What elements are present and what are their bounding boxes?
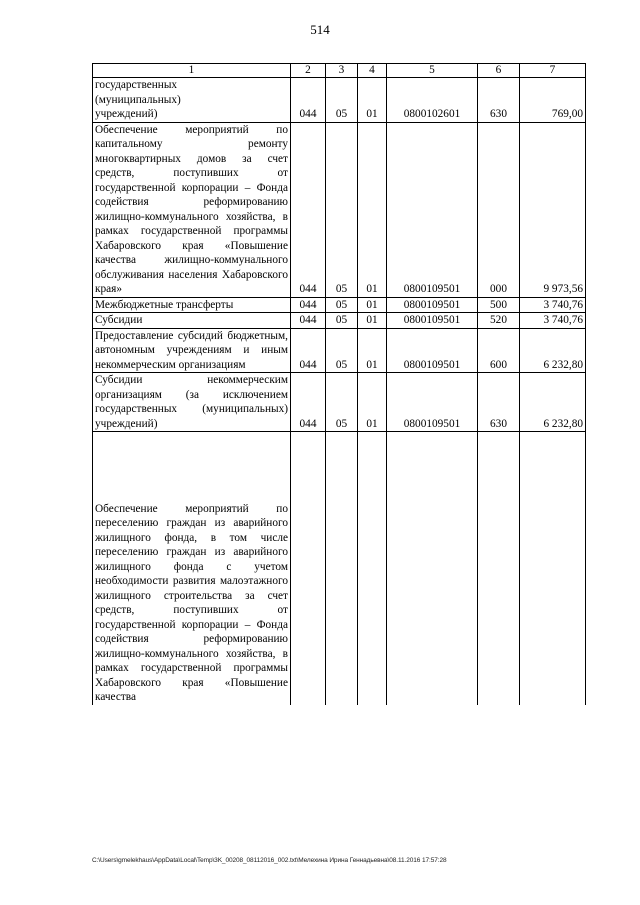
column-header: 5 xyxy=(387,64,478,78)
table-row xyxy=(93,328,586,373)
subsection-code: 01 xyxy=(358,78,387,123)
ministry-code: 044 xyxy=(291,313,326,329)
target-article-code: 0800109501 xyxy=(387,373,478,432)
row-description: Обеспечение мероприятий по капитальному ремонту многоквартирных домов за счет средств, поступивших от государственной корпорации – Фонда содействия реформированию жилищно-коммунального хозяйства, в рамках государственной программы Хабаровского края «Повышение качества жилищно-коммунального обслуживания населения Хабаровского края» xyxy=(93,122,291,297)
target-article-code: 0800102601 xyxy=(387,78,478,123)
target-article-code: 0800109501 xyxy=(387,122,478,297)
ministry-code: 044 xyxy=(291,122,326,297)
column-header: 1 xyxy=(93,64,291,78)
ministry-code: 044 xyxy=(291,373,326,432)
row-description: Предоставление субсидий бюджетным, автономным учреждениям и иным некоммерческим организациям xyxy=(93,328,291,373)
table-row xyxy=(93,78,586,123)
amount: 6 232,80 xyxy=(520,328,586,373)
table-row xyxy=(93,432,586,705)
subsection-code: 01 xyxy=(358,373,387,432)
column-header: 7 xyxy=(520,64,586,78)
column-header: 6 xyxy=(478,64,520,78)
table-row xyxy=(93,297,586,313)
ministry-code: 044 xyxy=(291,297,326,313)
section-code: 05 xyxy=(326,373,358,432)
expense-type-code: 000 xyxy=(478,122,520,297)
amount: 9 973,56 xyxy=(520,122,586,297)
budget-table xyxy=(92,63,586,705)
table-row xyxy=(93,373,586,432)
section-code: 05 xyxy=(326,78,358,123)
amount: 3 740,76 xyxy=(520,297,586,313)
expense-type-code: 630 xyxy=(478,78,520,123)
ministry-code: 044 xyxy=(291,328,326,373)
row-description: Межбюджетные трансферты xyxy=(93,297,291,313)
amount: 3 740,76 xyxy=(520,313,586,329)
amount: 769,00 xyxy=(520,78,586,123)
column-header: 3 xyxy=(326,64,358,78)
subsection-code: 01 xyxy=(358,313,387,329)
table-header-row xyxy=(93,64,586,78)
amount: 6 232,80 xyxy=(520,373,586,432)
target-article-code: 0800109501 xyxy=(387,313,478,329)
file-path-footer: C:\Users\gmelekhaus\AppData\Local\Temp\3K_00208_08112016_002.txt\Мелехина Ирина Геннадьевна\08.11.2016 17:57:28 xyxy=(92,857,447,864)
subsection-code xyxy=(358,432,387,705)
row-description: Субсидии некоммерческим организациям (за исключением государственных (муниципальных) учреждений) xyxy=(93,373,291,432)
expense-type-code: 520 xyxy=(478,313,520,329)
row-description: государственных (муниципальных) учреждений) xyxy=(93,78,291,123)
row-description: Субсидии xyxy=(93,313,291,329)
page-number: 514 xyxy=(310,22,330,37)
column-header: 2 xyxy=(291,64,326,78)
expense-type-code: 500 xyxy=(478,297,520,313)
row-description: Обеспечение мероприятий по переселению граждан из аварийного жилищного фонда, в том числе переселению граждан из аварийного жилищного фонда с учетом необходимости развития малоэтажного жилищного строительства за счет средств, поступивших от государственной корпорации – Фонда содействия реформированию жилищно-коммунального хозяйства, в рамках государственной программы Хабаровского края «Повышение качества xyxy=(93,432,291,705)
section-code xyxy=(326,432,358,705)
subsection-code: 01 xyxy=(358,297,387,313)
subsection-code: 01 xyxy=(358,328,387,373)
expense-type-code: 630 xyxy=(478,373,520,432)
target-article-code: 0800109501 xyxy=(387,328,478,373)
expense-type-code: 600 xyxy=(478,328,520,373)
ministry-code: 044 xyxy=(291,78,326,123)
expense-type-code xyxy=(478,432,520,705)
table-row xyxy=(93,122,586,297)
section-code: 05 xyxy=(326,328,358,373)
section-code: 05 xyxy=(326,313,358,329)
column-header: 4 xyxy=(358,64,387,78)
section-code: 05 xyxy=(326,122,358,297)
ministry-code xyxy=(291,432,326,705)
target-article-code xyxy=(387,432,478,705)
amount xyxy=(520,432,586,705)
table-row xyxy=(93,313,586,329)
section-code: 05 xyxy=(326,297,358,313)
target-article-code: 0800109501 xyxy=(387,297,478,313)
subsection-code: 01 xyxy=(358,122,387,297)
